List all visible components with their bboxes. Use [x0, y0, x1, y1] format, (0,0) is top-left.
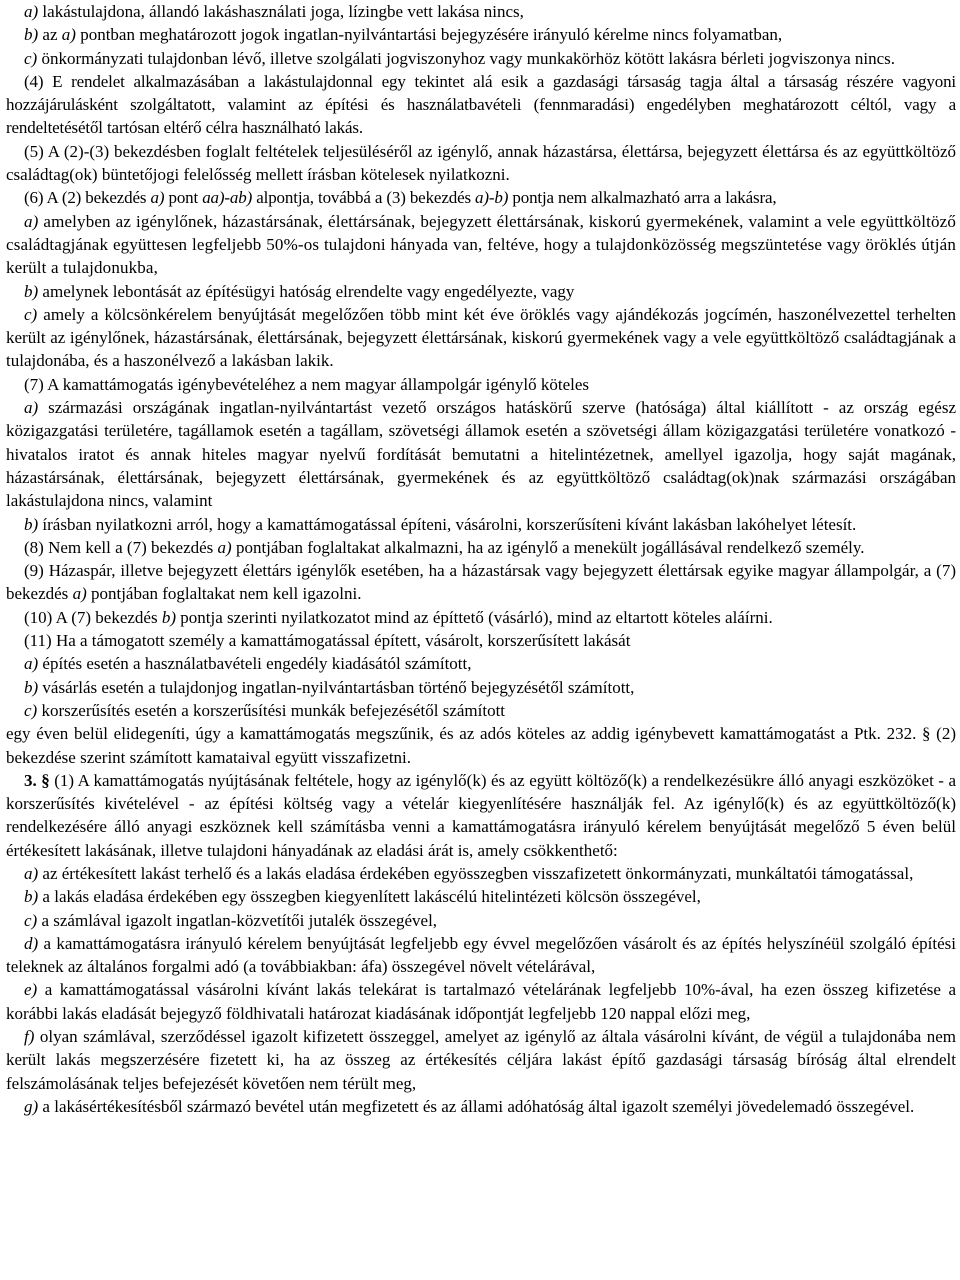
enumeration-marker: a) — [24, 863, 39, 883]
paragraph-text: alpontja, továbbá a (3) bekezdés — [252, 188, 476, 208]
paragraph-text: (1) A kamattámogatás nyújtásának feltétele, hogy az igénylő(k) és az együtt költöző(k) a rendelkezésükre álló anyagi eszközöket - a korszerűsítés kivételével - az építési költség vagy a vételár kiegyenlítésére használják fel. Az igénylő(k) és az együttköltöző(k) rendelkezésére álló anyagi eszköznek kell számításba venni a kamattámogatásra irányuló kérelem benyújtását megelőző 5 éven belül értékesített lakásának, illetve tulajdoni hányadának az eladási árát is, amely csökkenthető: — [6, 770, 957, 860]
enumeration-marker: b) — [24, 677, 39, 697]
paragraph — [6, 629, 956, 652]
enumeration-marker: a) — [61, 25, 76, 45]
enumeration-marker: aa)-ab) — [202, 188, 253, 208]
paragraph — [6, 699, 956, 722]
paragraph — [6, 396, 956, 512]
list-item — [6, 932, 956, 979]
paragraph-text: (7) A kamattámogatás igénybevételéhez a nem magyar állampolgár igénylő köteles — [24, 374, 590, 394]
paragraph-text: egy éven belül elidegeníti, úgy a kamattámogatás megszűnik, és az adós köteles az addig igénybevett kamattámogatást a Ptk. 232. § (2) bekezdése szerint számított kamataival együtt visszafizetni. — [6, 724, 956, 767]
paragraph — [6, 513, 956, 536]
enumeration-marker: a) — [150, 188, 165, 208]
paragraph-text: vásárlás esetén a tulajdonjog ingatlan-nyilvántartásban történő bejegyzésétől számított, — [38, 677, 635, 697]
paragraph-text: építés esetén a használatbavételi engedély kiadásától számított, — [38, 654, 472, 674]
paragraph-text: pontja nem alkalmazható arra a lakásra, — [508, 188, 777, 208]
list-item — [6, 1095, 956, 1118]
enumeration-marker: b) — [24, 887, 39, 907]
enumeration-marker: c) — [24, 48, 38, 68]
list-item — [6, 885, 956, 908]
paragraph-text: pontjában foglaltakat nem kell igazolni. — [86, 584, 362, 604]
paragraph-text: pontjában foglaltakat alkalmazni, ha az igénylő a menekült jogállásával rendelkező személy. — [231, 537, 865, 557]
paragraph-text: (8) Nem kell a (7) bekezdés — [24, 537, 218, 557]
paragraph-text: amelynek lebontását az építésügyi hatóság elrendelte vagy engedélyezte, vagy — [38, 281, 575, 301]
enumeration-marker: b) — [24, 514, 39, 534]
list-item — [6, 978, 956, 1025]
paragraph-text: pontban meghatározott jogok ingatlan-nyilvántartási bejegyzésére irányuló kérelme nincs folyamatban, — [75, 25, 783, 45]
paragraph — [6, 676, 956, 699]
paragraph — [6, 47, 956, 70]
enumeration-marker: c) — [24, 700, 38, 720]
paragraph — [6, 559, 956, 606]
paragraph-text: korszerűsítés esetén a korszerűsítési munkák befejezésétől számított — [37, 700, 506, 720]
paragraph-text: az — [38, 25, 62, 45]
paragraph — [6, 0, 956, 23]
paragraph-text: az értékesített lakást terhelő és a lakás eladása érdekében egyösszegben visszafizetett önkormányzati, munkáltatói támogatással, — [38, 863, 914, 883]
paragraph-text: a kamattámogatásra irányuló kérelem benyújtását legfeljebb egy évvel megelőzően vásárolt és az építés helyszínéül szolgáló építési teleknek az általános forgalmi adó (a továbbiakban: áfa) összegével növelt vételárával, — [6, 933, 956, 977]
enumeration-marker: a) — [24, 211, 39, 231]
paragraph-text: amely a kölcsönkérelem benyújtását megelőzően több mint két éve öröklés vagy ajándékozás jogcímén, haszonélvezettel terhelten került az igénylőnek, házastársának, élettársának, bejegyzett élettársának, kiskorú gyermekének vagy a vele együttköltöző családtagjának a tulajdonába, és a haszonélvező a lakásban lakik. — [6, 304, 956, 371]
paragraph-text: pont — [164, 188, 203, 208]
enumeration-marker: a) — [24, 2, 39, 21]
paragraph-text: írásban nyilatkozni arról, hogy a kamattámogatással építeni, vásárolni, korszerűsíteni kívánt lakásban lakóhelyet létesít. — [38, 514, 857, 534]
paragraph-text: lakástulajdona, állandó lakáshasználati joga, lízingbe vett lakása nincs, — [38, 2, 524, 21]
enumeration-marker: a)-b) — [475, 188, 509, 208]
enumeration-marker: c) — [24, 304, 38, 324]
paragraph-text: amelyben az igénylőnek, házastársának, élettársának, bejegyzett élettársának, kiskorú gyermekének, valamint a vele együttköltöző családtagjának együttesen legfeljebb 50%-os tulajdoni hányada van, feltéve, hogy a tulajdonközösség megszüntetése vagy öröklés útján került a tulajdonukba, — [6, 211, 956, 278]
document-body — [6, 0, 956, 1118]
paragraph — [6, 210, 956, 280]
enumeration-marker: b) — [24, 281, 39, 301]
enumeration-marker: f) — [24, 1027, 35, 1047]
enumeration-marker: a) — [24, 654, 39, 674]
paragraph-text: származási országának ingatlan-nyilvántartást vezető országos hatáskörű szerve (hatósága) által kiállított - az ország egész közigazgatási területére, tagállamok esetén a tagállam, szövetségi államok esetén a szövetségi állam közigazgatási területére vonatkozó - hivatalos iratot és annak hiteles magyar nyelvű fordítását bemutatni a hitelintézetnek, amellyel igazolja, hogy saját magának, házastársának, élettársának, bejegyzett élettársának, gyermekének és az együttköltöző családtag(ok)nak származási országában lakástulajdona nincs, valamint — [6, 398, 956, 511]
paragraph-text: (4) E rendelet alkalmazásában a lakástulajdonnal egy tekintet alá esik a gazdasági társaság tagja által a társaság részére vagyoni hozzájárulásként szolgáltatott, valamint az építési és használatbavételi (fennmaradási) engedélyben meghatározott céltól, vagy a rendeltetésétől tartósan eltérő célra használható lakás. — [6, 71, 956, 138]
paragraph — [6, 70, 956, 140]
list-item — [6, 909, 956, 932]
enumeration-marker: b) — [24, 25, 39, 45]
paragraph — [6, 186, 956, 209]
paragraph-text: (5) A (2)-(3) bekezdésben foglalt feltételek teljesüléséről az igénylő, annak házastársa, élettársa, bejegyzett élettársa és az együttköltöző családtag(ok) büntetőjogi felelősség mellett írásban kötelesek nyilatkozni. — [6, 141, 956, 185]
enumeration-marker: a) — [72, 584, 87, 604]
paragraph-text: (6) A (2) bekezdés — [24, 188, 151, 208]
enumeration-marker: e) — [24, 980, 38, 1000]
enumeration-marker: b) — [161, 607, 177, 627]
paragraph-text: (11) Ha a támogatott személy a kamattámogatással épített, vásárolt, korszerűsített lakását — [24, 631, 631, 651]
section-sign: § — [41, 770, 50, 790]
paragraph — [6, 303, 956, 373]
paragraph — [6, 23, 956, 46]
paragraph — [6, 722, 956, 769]
paragraph-text: a kamattámogatással vásárolni kívánt lakás telekárat is tartalmazó vételárának legfeljebb 10%-ával, ha ezen összeg kifizetése a korábbi lakás eladását bejegyző földhivatali határozat kiadásának időpontját legfeljebb 120 nappal előzi meg, — [6, 980, 956, 1023]
paragraph-text: önkormányzati tulajdonban lévő, illetve szolgálati jogviszonyhoz vagy munkakörhöz kötött lakásra bérleti jogviszonya nincs. — [37, 48, 896, 68]
paragraph-text: (10) A (7) bekezdés — [24, 607, 162, 627]
paragraph — [6, 606, 956, 629]
enumeration-marker: c) — [24, 910, 38, 930]
section-3-paragraph — [6, 769, 956, 862]
paragraph — [6, 140, 956, 187]
section-number: 3. — [24, 770, 37, 790]
paragraph-text: olyan számlával, szerződéssel igazolt kifizetett összeggel, amelyet az igénylő az általa vásárolni kívánt, de végül a tulajdonába nem került lakás megszerzésére fizetett ki, ha az összeg az értékesítés céljára lakást építő gazdasági társaság bíróság által elrendelt felszámolásának teljes befejezését követően nem térült meg, — [6, 1027, 956, 1093]
paragraph-text: a számlával igazolt ingatlan-közvetítői jutalék összegével, — [37, 910, 438, 930]
enumeration-marker: g) — [24, 1096, 39, 1116]
paragraph-text: a lakásértékesítésből származó bevétel után megfizetett és az állami adóhatóság által igazolt személyi jövedelemadó összegével. — [38, 1096, 915, 1116]
paragraph — [6, 280, 956, 303]
enumeration-marker: a) — [217, 537, 232, 557]
paragraph — [6, 373, 956, 396]
paragraph — [6, 536, 956, 559]
list-item — [6, 1025, 956, 1095]
paragraph-text: (9) Házaspár, illetve bejegyzett élettárs igénylők esetében, ha a házastársak vagy bejegyzett élettársak egyike magyar állampolgár, a (7) bekezdés — [6, 561, 956, 604]
enumeration-marker: d) — [24, 933, 39, 953]
paragraph — [6, 652, 956, 675]
list-item — [6, 862, 956, 885]
paragraph-text: a lakás eladása érdekében egy összegben kiegyenlített lakáscélú hitelintézeti kölcsön összegével, — [38, 887, 701, 907]
enumeration-marker: a) — [24, 398, 39, 418]
paragraph-text: pontja szerinti nyilatkozatot mind az építtető (vásárló), mind az eltartott köteles aláírni. — [176, 607, 773, 627]
